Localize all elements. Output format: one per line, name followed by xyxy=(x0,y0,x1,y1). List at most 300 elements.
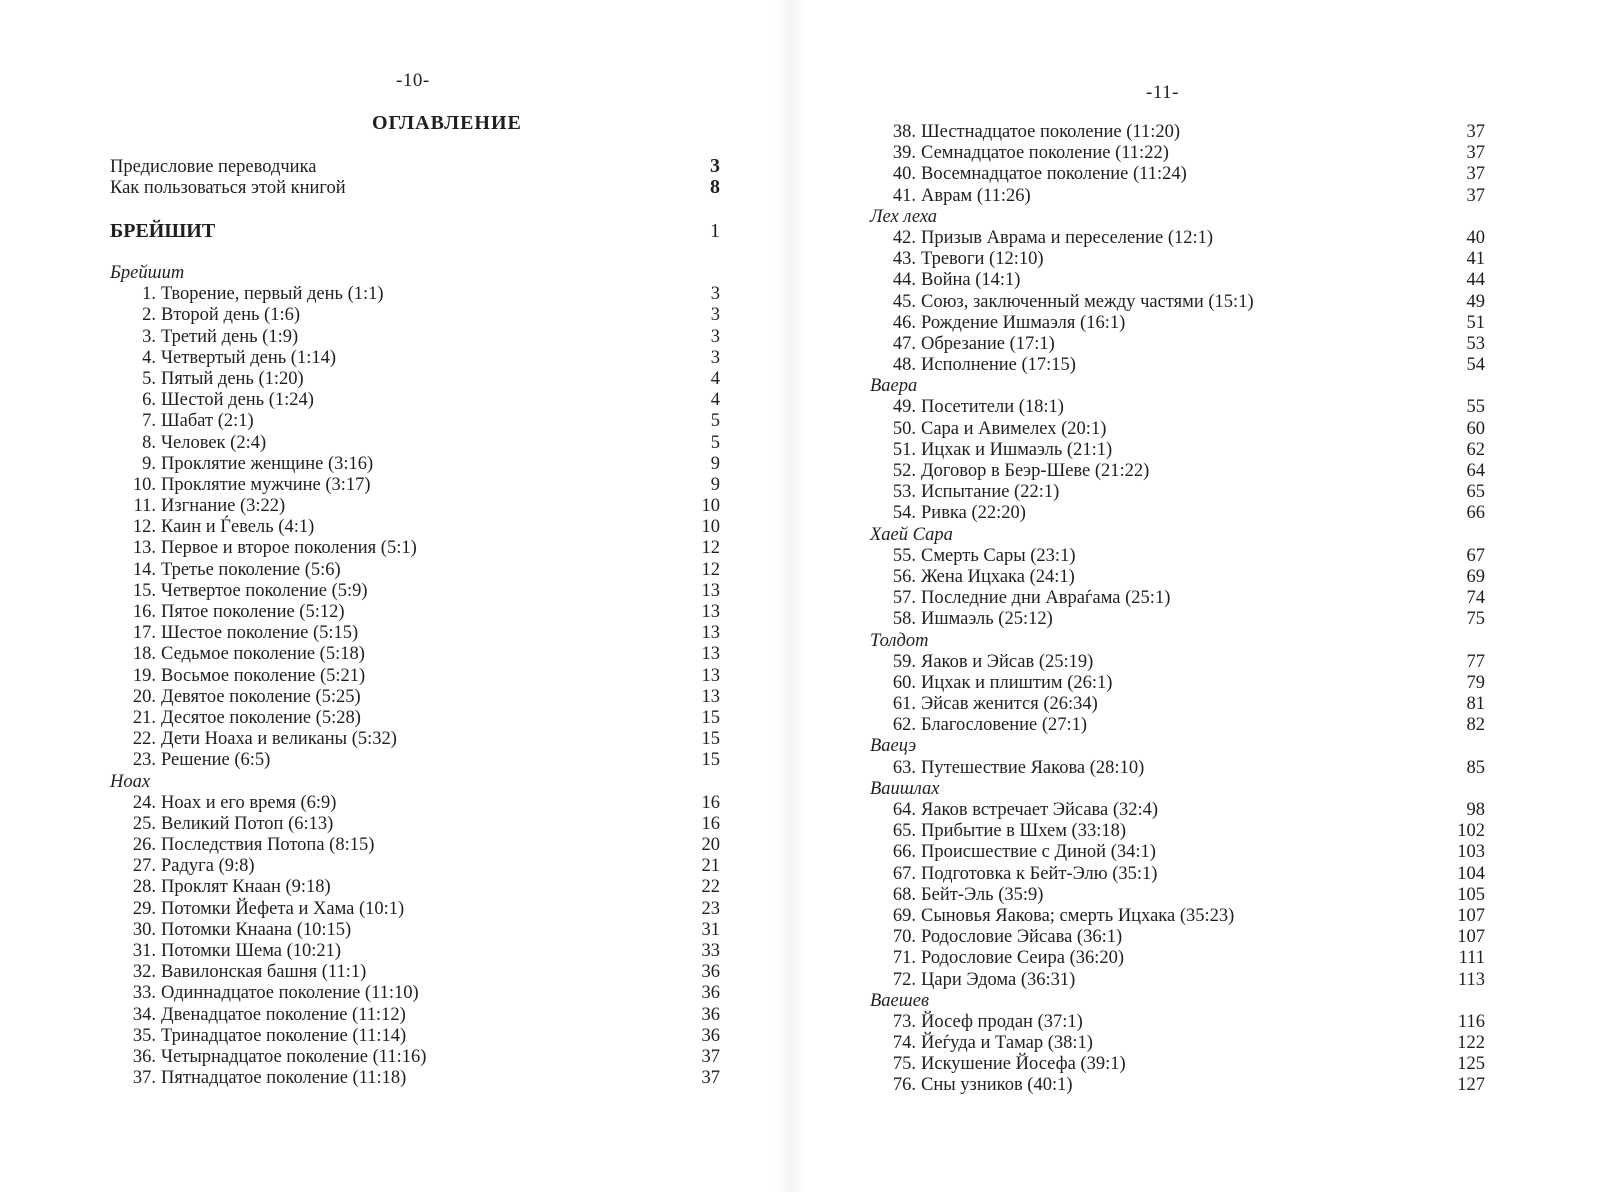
entry-label xyxy=(110,793,336,814)
entry-label xyxy=(110,284,384,305)
entry-label xyxy=(870,270,1020,291)
entry-label xyxy=(110,687,361,708)
entry-page: 13 xyxy=(701,580,720,601)
entry-number: 55. xyxy=(892,545,916,566)
page-gutter xyxy=(775,0,805,1192)
toc-list-right xyxy=(870,122,1485,1097)
entry-title: Пятый день (1:20) xyxy=(161,368,304,389)
entry-number: 72. xyxy=(892,969,916,990)
toc-entry xyxy=(110,177,720,198)
toc-entry xyxy=(870,588,1485,609)
entry-title: Яаков встречает Эйсава (32:4) xyxy=(921,800,1159,820)
entry-title: Решение (6:5) xyxy=(161,750,271,771)
entry-label xyxy=(110,644,365,665)
entry-number: 50. xyxy=(892,418,916,439)
toc-entry xyxy=(870,334,1485,355)
entry-page: 13 xyxy=(701,686,720,707)
entry-title: Потомки Кнаана (10:15) xyxy=(161,919,352,940)
entry-title: Потомки Йефета и Хама (10:1) xyxy=(161,898,405,919)
entry-number: 23. xyxy=(132,750,156,771)
toc-entry xyxy=(870,800,1485,821)
entry-page: 62 xyxy=(1466,439,1485,460)
entry-page: 13 xyxy=(701,644,720,665)
toc-entry xyxy=(110,496,720,517)
toc-entry xyxy=(870,503,1485,524)
entry-page: 10 xyxy=(701,496,720,517)
entry-title: Третье поколение (5:6) xyxy=(161,559,341,580)
entry-label xyxy=(870,588,1170,609)
toc-entry xyxy=(870,461,1485,482)
entry-page: 64 xyxy=(1466,461,1485,481)
entry-label xyxy=(870,567,1075,588)
entry-number: 71. xyxy=(892,948,916,969)
entry-number: 32. xyxy=(132,962,156,983)
toc-entry xyxy=(110,284,720,305)
entry-number: 37. xyxy=(132,1068,156,1089)
entry-title: Аврам (11:26) xyxy=(921,185,1031,206)
entry-label xyxy=(110,602,345,623)
entry-page: 9 xyxy=(710,474,720,495)
entry-number: 13. xyxy=(132,538,156,559)
entry-number: 14. xyxy=(132,559,156,580)
toc-entry xyxy=(870,1054,1485,1075)
entry-number: 3. xyxy=(142,326,156,347)
entry-page: 10 xyxy=(701,517,720,538)
entry-page: 13 xyxy=(701,602,720,622)
toc-entry xyxy=(110,560,720,581)
entry-label xyxy=(870,673,1112,694)
entry-number: 16. xyxy=(132,602,156,622)
entry-number: 49. xyxy=(892,397,916,418)
toc-entry xyxy=(110,856,720,877)
entry-label xyxy=(110,899,404,920)
entry-title: Четырнадцатое поколение (11:16) xyxy=(161,1046,427,1067)
toc-title: ОГЛАВЛЕНИЕ xyxy=(372,112,522,134)
entry-page: 54 xyxy=(1466,355,1485,376)
parsha-name: Толдот xyxy=(870,630,929,651)
entry-label xyxy=(110,348,336,369)
entry-title: Искушение Йосефа (39:1) xyxy=(921,1054,1126,1075)
toc-entry xyxy=(870,419,1485,440)
toc-entry xyxy=(110,877,720,898)
toc-entry xyxy=(110,814,720,835)
entry-page: 15 xyxy=(701,729,720,750)
parsha-heading xyxy=(870,376,1485,397)
entry-label xyxy=(870,313,1125,334)
entry-title: Посетители (18:1) xyxy=(921,397,1064,418)
toc-entry xyxy=(110,750,720,771)
entry-page: 4 xyxy=(710,390,720,411)
toc-entry xyxy=(110,835,720,856)
entry-label xyxy=(110,750,270,771)
entry-page: 37 xyxy=(1466,185,1485,206)
entry-title: Семнадцатое поколение (11:22) xyxy=(921,143,1169,164)
entry-number: 28. xyxy=(132,877,156,898)
entry-label xyxy=(870,842,1156,863)
toc-entry xyxy=(870,249,1485,270)
toc-entry xyxy=(870,292,1485,313)
entry-number: 66. xyxy=(892,842,916,863)
toc-entry xyxy=(870,821,1485,842)
page-number: -10- xyxy=(396,70,430,91)
toc-entry xyxy=(110,538,720,559)
entry-page: 79 xyxy=(1466,672,1485,693)
toc-list-left xyxy=(110,263,720,1089)
entry-title: Яаков и Эйсав (25:19) xyxy=(921,651,1094,672)
entry-page: 53 xyxy=(1466,333,1485,354)
entry-number: 75. xyxy=(892,1054,916,1075)
entry-label xyxy=(110,877,331,898)
parsha-name: Ваишлах xyxy=(870,778,940,799)
entry-page: 40 xyxy=(1466,227,1485,248)
entry-page: 33 xyxy=(701,941,720,961)
entry-page: 3 xyxy=(710,347,720,368)
parsha-name: Ваера xyxy=(870,376,918,397)
entry-page: 51 xyxy=(1466,312,1485,333)
entry-label xyxy=(110,623,358,644)
entry-number: 11. xyxy=(133,496,156,517)
entry-number: 24. xyxy=(132,792,156,813)
entry-title: Цари Эдома (36:31) xyxy=(921,969,1076,990)
entry-label xyxy=(870,546,1075,567)
toc-entry xyxy=(870,186,1485,207)
entry-page: 37 xyxy=(1466,164,1485,185)
parsha-name: Ваешев xyxy=(870,990,929,1011)
entry-title: Предисловие переводчика xyxy=(110,157,317,177)
entry-label xyxy=(870,1075,1073,1096)
entry-page: 36 xyxy=(701,962,720,983)
toc-entry xyxy=(870,652,1485,673)
entry-page: 13 xyxy=(701,665,720,686)
toc-entry xyxy=(110,1068,720,1089)
parsha-name: Ноах xyxy=(110,771,151,792)
toc-entry xyxy=(870,313,1485,334)
entry-title: Родословие Сеира (36:20) xyxy=(921,948,1125,969)
entry-number: 4. xyxy=(142,347,156,368)
entry-number: 60. xyxy=(892,672,916,693)
toc-entry xyxy=(110,793,720,814)
entry-label xyxy=(870,652,1093,673)
entry-title: Великий Потоп (6:13) xyxy=(161,813,334,834)
entry-label xyxy=(870,970,1075,991)
entry-title: Шестнадцатое поколение (11:20) xyxy=(921,122,1180,142)
toc-entry xyxy=(110,433,720,454)
entry-number: 29. xyxy=(132,898,156,919)
entry-page: 37 xyxy=(701,1068,720,1089)
parsha-heading xyxy=(870,631,1485,652)
toc-entry xyxy=(870,440,1485,461)
entry-label xyxy=(110,454,373,475)
entry-label xyxy=(110,729,397,750)
entry-label xyxy=(870,482,1059,503)
toc-entry xyxy=(110,1026,720,1047)
entry-title: Третий день (1:9) xyxy=(161,326,299,347)
entry-title: Рождение Ишмаэля (16:1) xyxy=(921,312,1126,333)
parsha-heading xyxy=(870,779,1485,800)
parsha-name: Ваецэ xyxy=(870,736,917,757)
entry-title: Десятое поколение (5:28) xyxy=(161,707,361,728)
entry-number: 57. xyxy=(892,588,916,609)
entry-title: Четвертый день (1:14) xyxy=(161,347,337,368)
toc-entry xyxy=(870,397,1485,418)
entry-number: 33. xyxy=(132,983,156,1004)
book-title: БРЕЙШИТ xyxy=(110,220,216,242)
entry-title: Прибытие в Шхем (33:18) xyxy=(921,821,1126,842)
toc-entry xyxy=(870,864,1485,885)
entry-label xyxy=(870,164,1187,185)
entry-label xyxy=(870,715,1087,736)
entry-number: 15. xyxy=(132,580,156,601)
toc-entry xyxy=(110,517,720,538)
entry-label xyxy=(110,814,333,835)
entry-page: 82 xyxy=(1466,715,1485,736)
entry-page: 31 xyxy=(701,919,720,940)
entry-title: Первое и второе поколения (5:1) xyxy=(161,538,417,559)
entry-title: Подготовка к Бейт-Элю (35:1) xyxy=(921,863,1158,884)
entry-number: 19. xyxy=(132,665,156,686)
entry-label xyxy=(870,249,1044,270)
entry-label xyxy=(110,305,300,326)
entry-title: Четвертое поколение (5:9) xyxy=(161,580,368,601)
toc-entry xyxy=(110,390,720,411)
toc-entry xyxy=(110,1005,720,1026)
parsha-heading xyxy=(110,263,720,284)
entry-page: 116 xyxy=(1457,1011,1485,1032)
entry-label xyxy=(110,475,371,496)
entry-number: 25. xyxy=(132,813,156,834)
entry-label xyxy=(870,440,1112,461)
entry-label xyxy=(870,143,1169,164)
entry-title: Ишмаэль (25:12) xyxy=(921,609,1053,630)
entry-number: 67. xyxy=(892,863,916,884)
entry-number: 1. xyxy=(142,284,156,305)
entry-page: 49 xyxy=(1466,291,1485,312)
parsha-heading xyxy=(110,772,720,793)
entry-label xyxy=(110,983,419,1004)
entry-page: 81 xyxy=(1466,694,1485,715)
entry-label xyxy=(110,1047,426,1068)
entry-label xyxy=(870,927,1122,948)
entry-label xyxy=(110,581,368,602)
entry-label xyxy=(870,1012,1083,1033)
entry-page: 104 xyxy=(1457,863,1485,884)
entry-label xyxy=(110,1068,406,1089)
entry-number: 68. xyxy=(892,884,916,905)
entry-label xyxy=(110,538,417,559)
entry-title: Тринадцатое поколение (11:14) xyxy=(161,1025,407,1046)
left-page xyxy=(0,0,760,1192)
entry-page: 41 xyxy=(1466,249,1485,270)
entry-label xyxy=(870,1033,1093,1054)
entry-number: 76. xyxy=(892,1075,916,1096)
entry-page: 9 xyxy=(710,453,720,474)
parsha-heading xyxy=(870,207,1485,228)
toc-entry xyxy=(110,369,720,390)
entry-page: 98 xyxy=(1466,800,1485,820)
entry-page: 12 xyxy=(701,559,720,580)
entry-page: 66 xyxy=(1466,503,1485,524)
entry-page: 13 xyxy=(701,623,720,644)
toc-entry xyxy=(870,673,1485,694)
entry-label xyxy=(870,355,1076,376)
toc-entry xyxy=(870,970,1485,991)
entry-title: Обрезание (17:1) xyxy=(921,333,1055,354)
entry-title: Йосеф продан (37:1) xyxy=(921,1011,1083,1032)
toc-entry xyxy=(110,666,720,687)
toc-entry xyxy=(870,567,1485,588)
entry-label xyxy=(870,948,1124,969)
entry-title: Союз, заключенный между частями (15:1) xyxy=(921,291,1254,312)
entry-title: Бейт-Эль (35:9) xyxy=(921,884,1044,905)
toc-entry xyxy=(870,228,1485,249)
entry-label xyxy=(110,560,341,581)
entry-title: Сны узников (40:1) xyxy=(921,1075,1073,1096)
entry-title: Эйсав женится (26:34) xyxy=(921,694,1098,715)
entry-title: Проклят Кнаан (9:18) xyxy=(161,877,331,898)
entry-label xyxy=(110,496,285,517)
entry-page: 8 xyxy=(710,176,720,198)
entry-label xyxy=(870,758,1144,779)
entry-page: 107 xyxy=(1457,905,1485,926)
toc-entry xyxy=(870,842,1485,863)
entry-label xyxy=(870,122,1180,143)
entry-page: 16 xyxy=(701,813,720,834)
entry-label xyxy=(870,228,1213,249)
entry-label xyxy=(870,503,1026,524)
entry-title: Второй день (1:6) xyxy=(161,305,301,326)
entry-number: 8. xyxy=(142,432,156,453)
toc-entry xyxy=(870,906,1485,927)
entry-number: 73. xyxy=(892,1011,916,1032)
entry-number: 38. xyxy=(892,122,916,142)
toc-entry xyxy=(110,348,720,369)
entry-number: 62. xyxy=(892,715,916,736)
entry-page: 74 xyxy=(1466,588,1485,609)
toc-entry xyxy=(870,122,1485,143)
entry-page: 85 xyxy=(1466,757,1485,778)
entry-page: 3 xyxy=(710,284,720,305)
toc-entry xyxy=(110,708,720,729)
entry-page: 36 xyxy=(701,983,720,1004)
entry-page: 67 xyxy=(1466,545,1485,566)
entry-title: Договор в Беэр-Шеве (21:22) xyxy=(921,461,1150,481)
entry-label xyxy=(110,941,341,962)
entry-page: 103 xyxy=(1457,842,1485,863)
entry-title: Пятое поколение (5:12) xyxy=(161,602,345,622)
entry-title: Шабат (2:1) xyxy=(161,411,254,432)
entry-page: 102 xyxy=(1457,821,1485,842)
entry-label xyxy=(870,694,1098,715)
entry-label xyxy=(870,609,1053,630)
entry-label xyxy=(110,835,374,856)
entry-page: 21 xyxy=(701,856,720,877)
entry-title: Благословение (27:1) xyxy=(921,715,1088,736)
entry-page: 113 xyxy=(1457,969,1485,990)
entry-title: Шестой день (1:24) xyxy=(161,390,314,411)
toc-entry xyxy=(110,411,720,432)
parsha-name: Лех леха xyxy=(870,206,938,227)
entry-label xyxy=(870,397,1064,418)
entry-page: 22 xyxy=(701,877,720,898)
entry-page: 37 xyxy=(1466,122,1485,142)
toc-entry xyxy=(870,948,1485,969)
entry-label xyxy=(110,666,365,687)
toc-entry xyxy=(870,1033,1485,1054)
front-matter xyxy=(110,156,720,198)
entry-page: 36 xyxy=(701,1025,720,1046)
entry-page: 105 xyxy=(1457,884,1485,905)
entry-label xyxy=(110,962,366,983)
entry-page: 37 xyxy=(701,1046,720,1067)
entry-label xyxy=(870,461,1149,482)
entry-label xyxy=(870,292,1254,313)
entry-number: 34. xyxy=(132,1004,156,1025)
entry-page: 55 xyxy=(1466,397,1485,418)
entry-number: 39. xyxy=(892,143,916,164)
entry-number: 27. xyxy=(132,856,156,877)
entry-title: Радуга (9:8) xyxy=(161,856,255,877)
entry-label xyxy=(110,1005,406,1026)
toc-entry xyxy=(870,164,1485,185)
toc-entry xyxy=(870,758,1485,779)
entry-number: 46. xyxy=(892,312,916,333)
entry-page: 65 xyxy=(1466,482,1485,503)
entry-label xyxy=(110,517,314,538)
entry-number: 44. xyxy=(892,270,916,291)
entry-page: 4 xyxy=(710,368,720,389)
entry-number: 9. xyxy=(142,453,156,474)
entry-label xyxy=(110,856,255,877)
entry-title: Потомки Шема (10:21) xyxy=(161,941,342,961)
entry-number: 61. xyxy=(892,694,916,715)
entry-page: 5 xyxy=(710,432,720,453)
parsha-heading xyxy=(870,736,1485,757)
entry-title: Как пользоваться этой книгой xyxy=(110,178,346,198)
entry-title: Ицхак и Ишмаэль (21:1) xyxy=(921,439,1113,460)
entry-number: 56. xyxy=(892,566,916,587)
entry-number: 63. xyxy=(892,757,916,778)
entry-page: 60 xyxy=(1466,418,1485,439)
entry-title: Сыновья Яакова; смерть Ицхака (35:23) xyxy=(921,905,1235,926)
entry-label xyxy=(110,433,266,454)
entry-title: Призыв Аврама и переселение (12:1) xyxy=(921,227,1214,248)
entry-page: 15 xyxy=(701,707,720,728)
entry-number: 54. xyxy=(892,503,916,524)
parsha-name: Брейшит xyxy=(110,263,185,283)
entry-label xyxy=(870,906,1234,927)
entry-label xyxy=(870,885,1043,906)
entry-title: Йеѓуда и Тамар (38:1) xyxy=(921,1033,1093,1054)
entry-page: 111 xyxy=(1458,948,1485,969)
entry-page: 122 xyxy=(1457,1033,1485,1054)
entry-page: 44 xyxy=(1466,270,1485,291)
toc-entry xyxy=(870,609,1485,630)
entry-label xyxy=(870,821,1126,842)
toc-entry xyxy=(110,687,720,708)
entry-title: Каин и Ѓевель (4:1) xyxy=(161,517,315,538)
entry-page: 20 xyxy=(701,835,720,856)
entry-page: 107 xyxy=(1457,927,1485,948)
entry-number: 52. xyxy=(892,461,916,481)
entry-title: Испытание (22:1) xyxy=(921,482,1060,503)
entry-number: 47. xyxy=(892,333,916,354)
entry-page: 127 xyxy=(1457,1075,1485,1096)
entry-number: 45. xyxy=(892,291,916,312)
entry-label xyxy=(870,419,1106,440)
entry-title: Война (14:1) xyxy=(921,270,1021,291)
entry-page: 77 xyxy=(1466,651,1485,672)
entry-number: 41. xyxy=(892,185,916,206)
